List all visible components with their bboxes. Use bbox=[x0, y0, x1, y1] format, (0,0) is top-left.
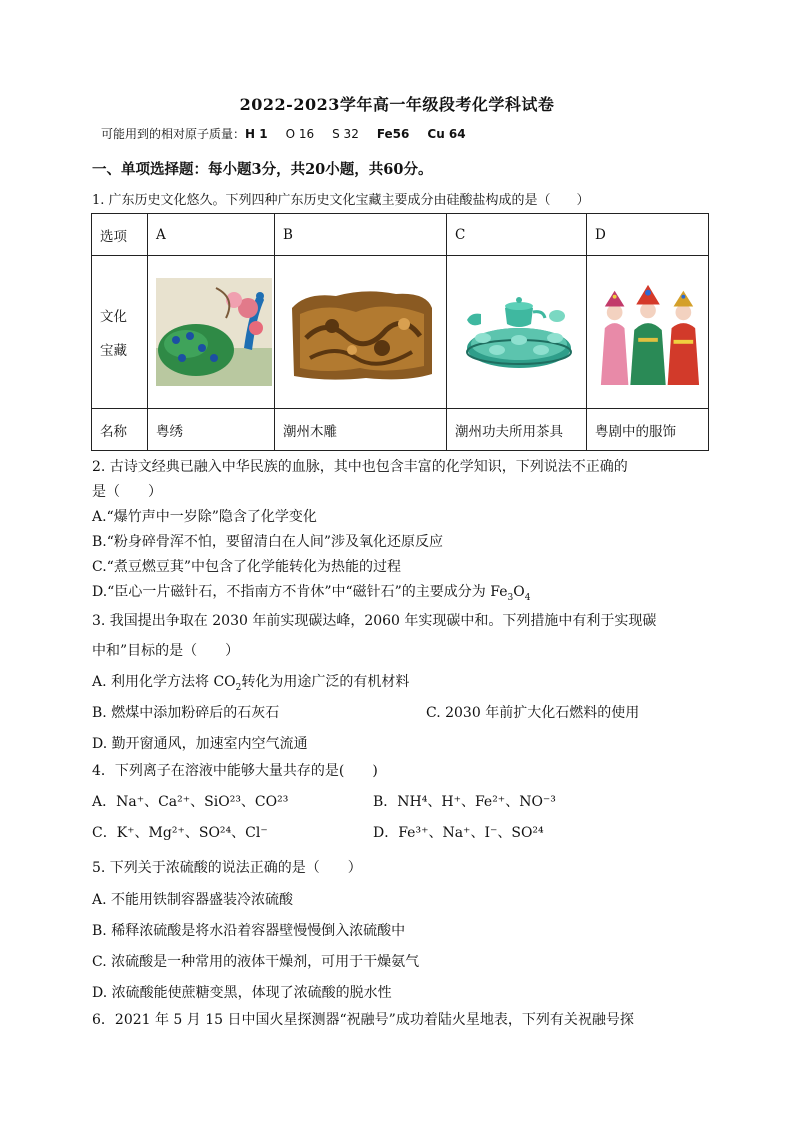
row-label-cell bbox=[92, 256, 148, 409]
masses-label: 可能用到的相对原子质量： bbox=[101, 127, 246, 141]
table-row bbox=[92, 409, 709, 451]
name-c-cell: 潮州功夫所用茶具 bbox=[447, 409, 587, 451]
image-cell-d bbox=[587, 256, 709, 409]
q4-option-a: A．Na⁺、Ca²⁺、SiO²³、CO²³ bbox=[92, 794, 289, 810]
q3-option-b: B. 燃煤中添加粉碎后的石灰石 bbox=[92, 705, 280, 721]
mass-fe: Fe56 bbox=[376, 127, 410, 141]
q3-stem-line2: 中和”目标的是（ ） bbox=[92, 643, 240, 659]
image-cell-c bbox=[447, 256, 587, 409]
wood-carving-image bbox=[286, 278, 436, 386]
q4-stem: 4．下列离子在溶液中能够大量共存的是( ) bbox=[92, 763, 378, 779]
table-row bbox=[92, 256, 709, 409]
section-heading: 一、单项选择题：每小题3分，共20小题，共60分。 bbox=[92, 161, 433, 178]
atomic-masses-line bbox=[101, 125, 484, 142]
option-b-cell: B bbox=[275, 214, 447, 256]
q2-d-sub1: 3 bbox=[507, 592, 514, 603]
name-d-cell: 粤剧中的服饰 bbox=[587, 409, 709, 451]
header-cell: 选项 bbox=[92, 214, 148, 256]
q1-table bbox=[91, 213, 709, 451]
row-label-line1: 文化 bbox=[100, 309, 127, 325]
q3-option-c: C. 2030 年前扩大化石燃料的使用 bbox=[426, 705, 640, 721]
option-c-cell: C bbox=[447, 214, 587, 256]
mass-o: O 16 bbox=[285, 127, 315, 141]
name-a-cell: 粤绣 bbox=[148, 409, 275, 451]
mass-cu: Cu 64 bbox=[427, 127, 466, 141]
q3-a-sub: 2 bbox=[235, 682, 242, 693]
opera-costume-image bbox=[595, 278, 703, 386]
exam-title: 2022-2023学年高一年级段考化学科试卷 bbox=[239, 95, 555, 114]
q5-stem: 5. 下列关于浓硫酸的说法正确的是（ ） bbox=[92, 860, 362, 876]
q4-option-c: C．K⁺、Mg²⁺、SO²⁴、Cl⁻ bbox=[92, 825, 268, 841]
q2-option-b: B.“粉身碎骨浑不怕，要留清白在人间”涉及氧化还原反应 bbox=[92, 534, 444, 550]
row-label-line2: 宝藏 bbox=[100, 343, 127, 359]
q3-option-a bbox=[92, 671, 710, 693]
q4-option-d: D．Fe³⁺、Na⁺、I⁻、SO²⁴ bbox=[373, 825, 544, 841]
q2-stem-line1: 2. 古诗文经典已融入中华民族的血脉，其中也包含丰富的化学知识，下列说法不正确的 bbox=[92, 459, 628, 475]
mass-s: S 32 bbox=[332, 127, 359, 141]
name-label-cell: 名称 bbox=[92, 409, 148, 451]
q1-stem: 1. 广东历史文化悠久。下列四种广东历史文化宝藏主要成分由硅酸盐构成的是（ ） bbox=[92, 193, 590, 208]
q2-d-mid: O bbox=[513, 584, 525, 600]
q3-a-text: A. 利用化学方法将 CO bbox=[92, 674, 236, 690]
image-cell-b bbox=[275, 256, 447, 409]
q5-option-b: B. 稀释浓硫酸是将水沿着容器壁慢慢倒入浓硫酸中 bbox=[92, 923, 406, 939]
q5-option-d: D. 浓硫酸能使蔗糖变黑，体现了浓硫酸的脱水性 bbox=[92, 985, 392, 1001]
q2-option-c: C.“煮豆燃豆萁”中包含了化学能转化为热能的过程 bbox=[92, 559, 401, 575]
q2-option-a: A.“爆竹声中一岁除”隐含了化学变化 bbox=[92, 509, 317, 525]
name-b-cell: 潮州木雕 bbox=[275, 409, 447, 451]
q3-a-post: 转化为用途广泛的有机材料 bbox=[241, 674, 410, 690]
option-a-cell: A bbox=[148, 214, 275, 256]
q2-stem-line2: 是（ ） bbox=[92, 484, 162, 500]
q4-option-b: B．NH⁴、H⁺、Fe²⁺、NO⁻³ bbox=[373, 794, 556, 810]
table-row bbox=[92, 214, 709, 256]
embroidery-peacock-image bbox=[156, 278, 272, 386]
q2-d-sub2: 4 bbox=[524, 592, 531, 603]
q3-option-d: D. 勤开窗通风，加速室内空气流通 bbox=[92, 736, 308, 752]
mass-h: H 1 bbox=[245, 127, 268, 141]
image-cell-a bbox=[148, 256, 275, 409]
q2-d-text: D.“臣心一片磁针石，不指南方不肯休”中“磁针石”的主要成分为 Fe bbox=[92, 584, 508, 600]
q3-stem-line1: 3. 我国提出争取在 2030 年前实现碳达峰，2060 年实现碳中和。下列措施中有利于实现碳 bbox=[92, 613, 657, 629]
q5-option-a: A. 不能用铁制容器盛装冷浓硫酸 bbox=[92, 892, 294, 908]
q5-option-c: C. 浓硫酸是一种常用的液体干燥剂，可用于干燥氨气 bbox=[92, 954, 420, 970]
tea-set-image bbox=[456, 278, 578, 386]
q2-option-d bbox=[92, 581, 710, 603]
q6-stem: 6．2021 年 5 月 15 日中国火星探测器“祝融号”成功着陆火星地表，下列有关祝融号探 bbox=[92, 1012, 634, 1028]
option-d-cell: D bbox=[587, 214, 709, 256]
